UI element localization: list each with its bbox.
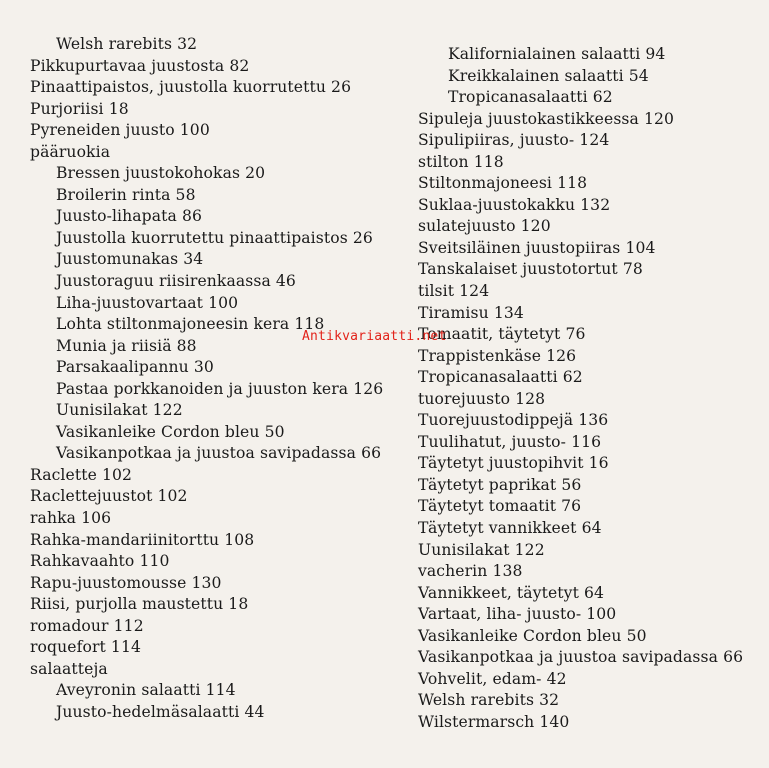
index-entry: Pikkupurtavaa juustosta 82 bbox=[30, 56, 250, 75]
index-entry: Tiramisu 134 bbox=[418, 303, 524, 322]
index-entry: tilsit 124 bbox=[418, 282, 490, 301]
index-entry: Pastaa porkkanoiden ja juuston kera 126 bbox=[56, 379, 384, 398]
index-entry: Wilstermarsch 140 bbox=[418, 712, 570, 731]
index-entry: Uunisilakat 122 bbox=[56, 401, 183, 420]
index-entry: Liha-juustovartaat 100 bbox=[56, 293, 239, 312]
index-entry: Rahkavaahto 110 bbox=[30, 552, 170, 571]
index-entry: rahka 106 bbox=[30, 509, 112, 528]
index-entry: Riisi, purjolla maustettu 18 bbox=[30, 595, 249, 614]
index-entry: Sipulipiiras, juusto- 124 bbox=[418, 131, 610, 150]
index-entry: Raclette 102 bbox=[30, 465, 133, 484]
index-entry: Welsh rarebits 32 bbox=[418, 691, 560, 710]
index-entry: tuorejuusto 128 bbox=[418, 389, 546, 408]
index-entry: Tomaatit, täytetyt 76 bbox=[418, 325, 586, 344]
index-entry: Broilerin rinta 58 bbox=[56, 185, 196, 204]
index-entry: Tuorejuustodippejä 136 bbox=[418, 411, 609, 430]
watermark-text: Antikvariaatti.net bbox=[302, 329, 447, 344]
index-entry: Aveyronin salaatti 114 bbox=[56, 681, 236, 700]
index-entry: Pyreneiden juusto 100 bbox=[30, 121, 210, 140]
index-column-left bbox=[30, 34, 410, 724]
index-entry: Vasikanpotkaa ja juustoa savipadassa 66 bbox=[418, 648, 744, 667]
index-entry: Purjoriisi 18 bbox=[30, 99, 129, 118]
index-entry: Raclettejuustot 102 bbox=[30, 487, 188, 506]
index-entry: Trappistenkäse 126 bbox=[418, 346, 577, 365]
index-entry: vacherin 138 bbox=[418, 562, 523, 581]
index-entry: Täytetyt tomaatit 76 bbox=[418, 497, 582, 516]
index-entry: Täytetyt vannikkeet 64 bbox=[418, 519, 602, 538]
index-entry: Tuulihatut, juusto- 116 bbox=[418, 432, 602, 451]
index-entry: romadour 112 bbox=[30, 616, 144, 635]
index-entry: Vasikanpotkaa ja juustoa savipadassa 66 bbox=[56, 444, 382, 463]
index-entry: sulatejuusto 120 bbox=[418, 217, 551, 236]
index-entry: Sveitsiläinen juustopiiras 104 bbox=[418, 238, 656, 257]
index-entry: Uunisilakat 122 bbox=[418, 540, 545, 559]
index-entry: Parsakaalipannu 30 bbox=[56, 358, 214, 377]
index-entry: Kreikkalainen salaatti 54 bbox=[448, 66, 649, 85]
index-entry: Täytetyt paprikat 56 bbox=[418, 475, 582, 494]
index-entry: Rapu-juustomousse 130 bbox=[30, 573, 222, 592]
index-entry: Vasikanleike Cordon bleu 50 bbox=[56, 422, 285, 441]
index-entry: Stiltonmajoneesi 118 bbox=[418, 174, 588, 193]
index-entry: Juusto-lihapata 86 bbox=[56, 207, 203, 226]
index-entry: Tropicanasalaatti 62 bbox=[448, 88, 613, 107]
index-entry: roquefort 114 bbox=[30, 638, 141, 657]
index-entry: Sipuleja juustokastikkeessa 120 bbox=[418, 109, 675, 128]
index-entry: Vohvelit, edam- 42 bbox=[418, 669, 567, 688]
index-entry: Juustolla kuorrutettu pinaattipaistos 26 bbox=[56, 228, 373, 247]
index-entry: Vasikanleike Cordon bleu 50 bbox=[418, 626, 647, 645]
index-entry: Welsh rarebits 32 bbox=[56, 35, 198, 53]
index-entry: Vannikkeet, täytetyt 64 bbox=[418, 583, 605, 602]
index-entry: Vartaat, liha- juusto- 100 bbox=[418, 605, 617, 624]
index-entry: Juustoraguu riisirenkaassa 46 bbox=[56, 272, 296, 291]
index-entry: Kalifornialainen salaatti 94 bbox=[448, 45, 666, 63]
index-column-right bbox=[418, 44, 763, 734]
index-entry: pääruokia bbox=[30, 142, 111, 161]
index-entry: Tanskalaiset juustotortut 78 bbox=[418, 260, 643, 279]
index-entry: Juustomunakas 34 bbox=[56, 250, 204, 269]
index-entry: Munia ja riisiä 88 bbox=[56, 336, 197, 355]
index-entry: Suklaa-juustokakku 132 bbox=[418, 195, 611, 214]
index-entry: stilton 118 bbox=[418, 152, 504, 171]
index-entry: Pinaattipaistos, juustolla kuorrutettu 26 bbox=[30, 78, 352, 97]
index-entry: Lohta stiltonmajoneesin kera 118 bbox=[56, 315, 325, 334]
index-entry: Bressen juustokohokas 20 bbox=[56, 164, 266, 183]
index-entry: salaatteja bbox=[30, 659, 108, 678]
index-entry: Rahka-mandariinitorttu 108 bbox=[30, 530, 255, 549]
index-entry: Täytetyt juustopihvit 16 bbox=[418, 454, 609, 473]
index-entry: Juusto-hedelmäsalaatti 44 bbox=[56, 702, 265, 721]
index-entry: Tropicanasalaatti 62 bbox=[418, 368, 583, 387]
